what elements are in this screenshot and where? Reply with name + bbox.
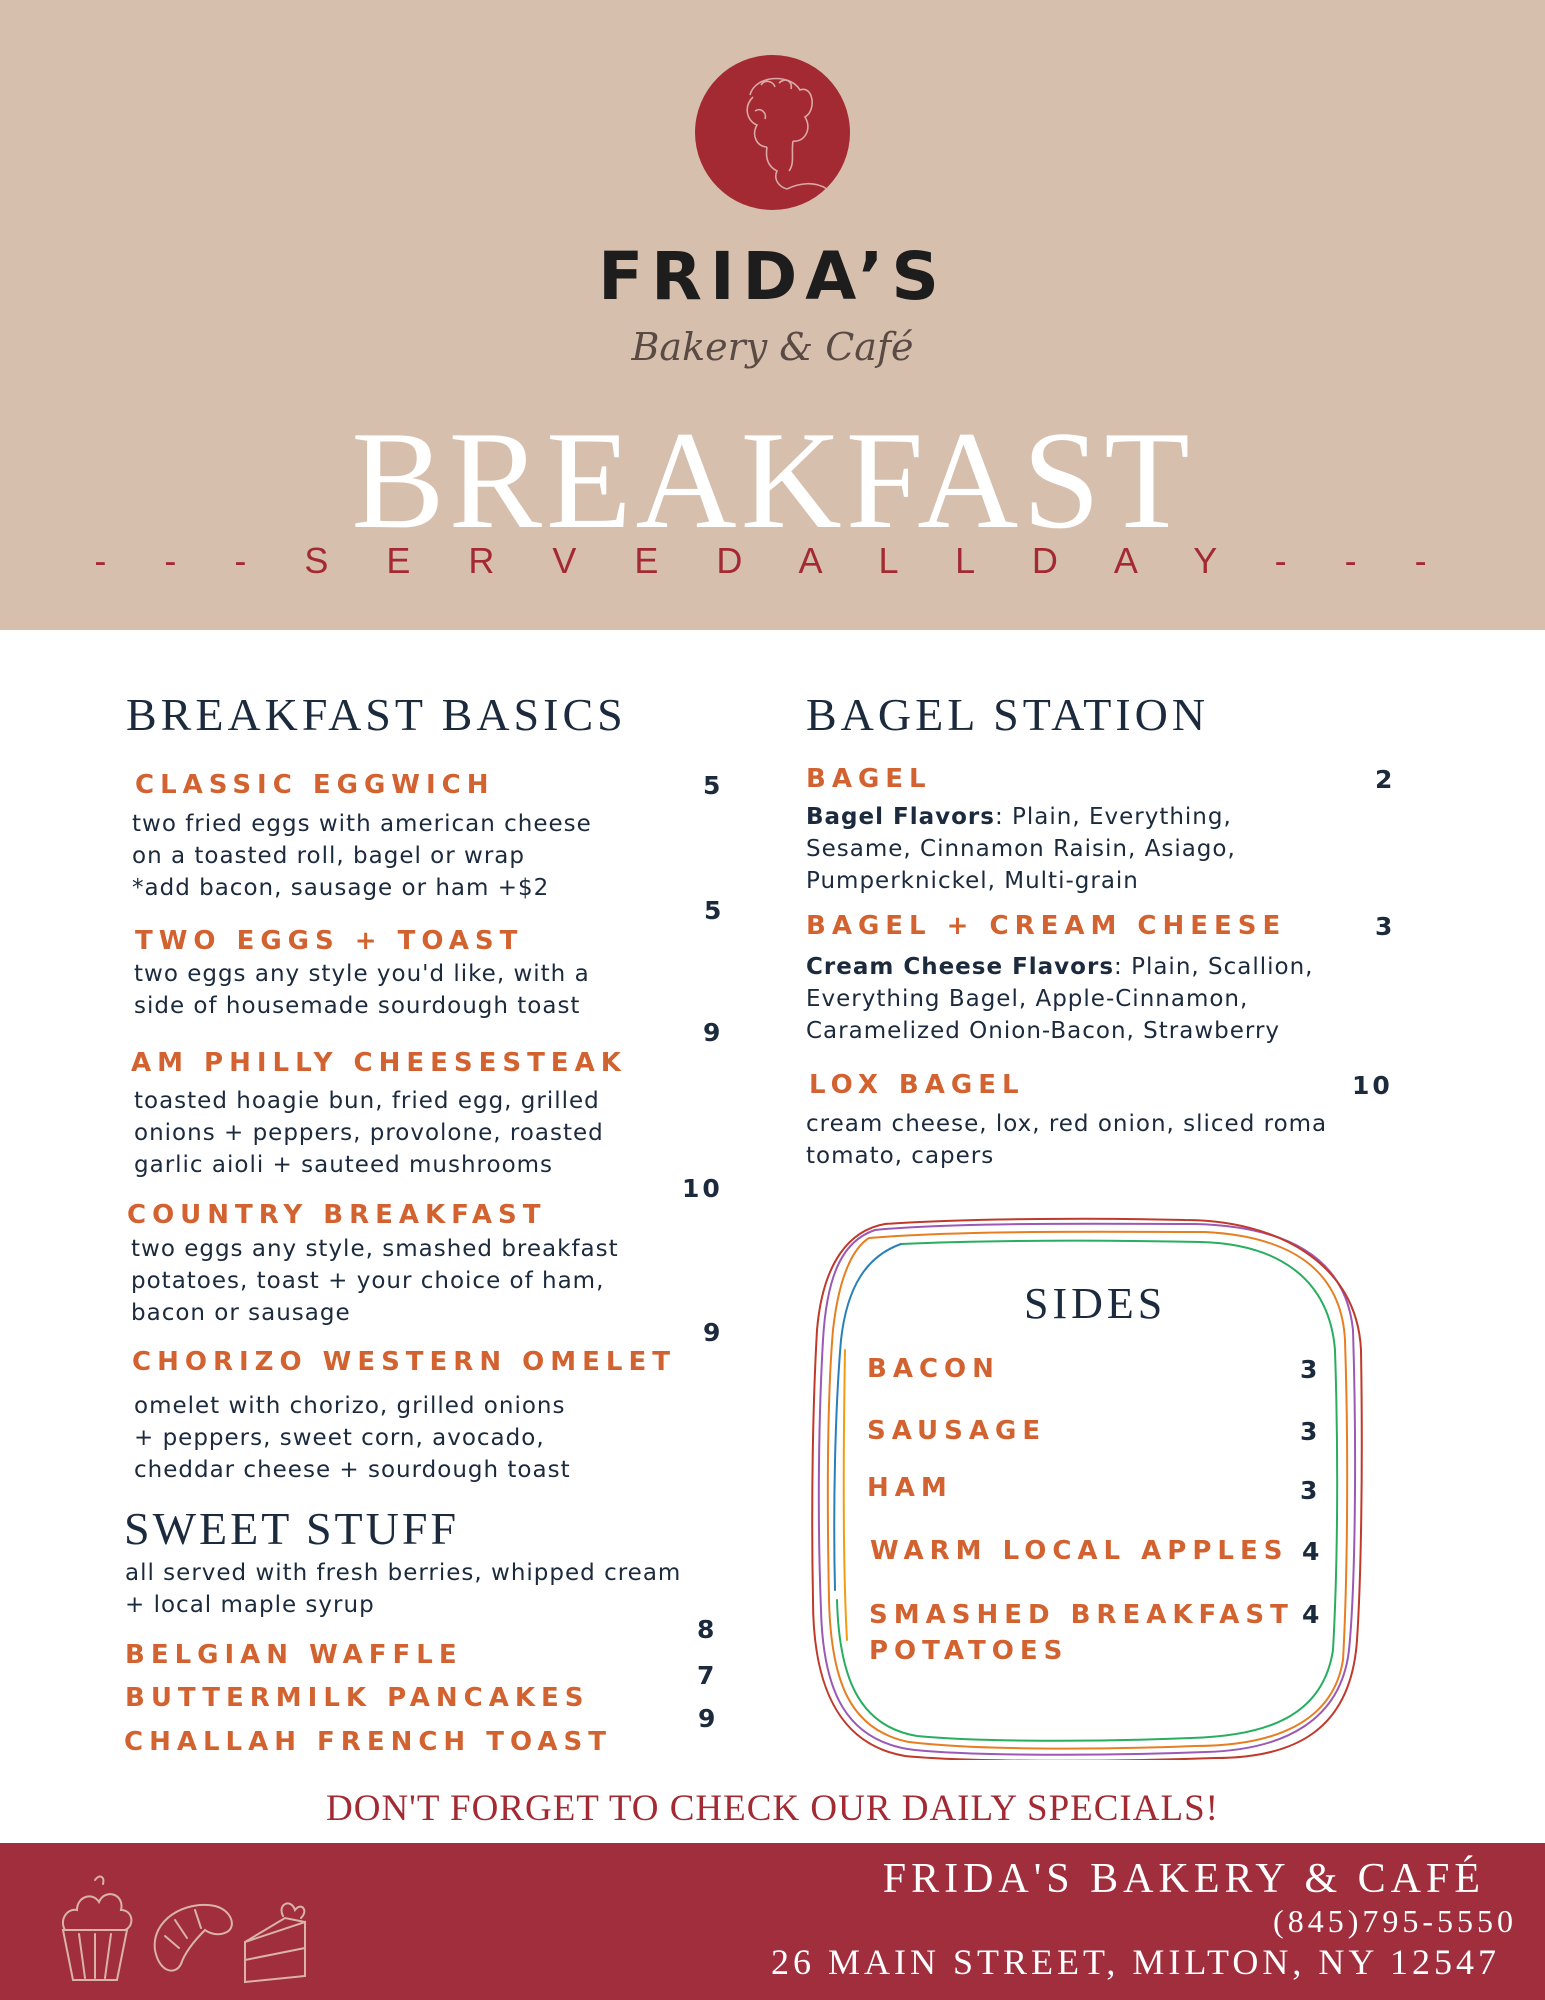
menu-item-name: LOX BAGEL — [809, 1070, 1025, 1100]
menu-item-description: cream cheese, lox, red onion, sliced roma tomato, capers — [806, 1111, 1328, 1169]
menu-item-description: toasted hoagie bun, fried egg, grilled onions + peppers, provolone, roasted garlic aioli + sauteed mushrooms — [134, 1088, 604, 1178]
menu-item-price: 9 — [698, 1704, 719, 1733]
menu-item-price: 3 — [1300, 1417, 1321, 1446]
menu-item-name: SAUSAGE — [867, 1416, 1047, 1446]
flavors-label: Cream Cheese Flavors — [806, 954, 1115, 980]
served-all-day-tagline: - - - S E R V E D A L L D A Y - - - — [94, 540, 1451, 581]
menu-item-description: two fried eggs with american cheese on a toasted roll, bagel or wrap *add bacon, sausage or ham +$2 — [132, 811, 592, 901]
menu-item-name: BAGEL + CREAM CHEESE — [806, 911, 1287, 941]
menu-item-name: HAM — [867, 1473, 953, 1503]
sweet-stuff-title: SWEET STUFF — [124, 1503, 460, 1554]
menu-item-price: 3 — [1300, 1476, 1321, 1505]
menu-item-price: 4 — [1302, 1537, 1323, 1566]
menu-item-name: CHORIZO WESTERN OMELET — [132, 1347, 676, 1377]
menu-item-name: BACON — [867, 1354, 1000, 1384]
menu-item-price: 3 — [1375, 912, 1396, 941]
flavors-list: : Plain, Everything, Sesame, Cinnamon Raisin, Asiago, Pumperknickel, Multi-grain — [806, 804, 1236, 894]
daily-specials-note: DON'T FORGET TO CHECK OUR DAILY SPECIALS! — [326, 1788, 1219, 1829]
menu-item-name: CLASSIC EGGWICH — [135, 770, 495, 800]
flavors-list: : Plain, Scallion, Everything Bagel, Apple-Cinnamon, Caramelized Onion-Bacon, Strawberry — [806, 954, 1314, 1044]
sweet-stuff-description: all served with fresh berries, whipped cream + local maple syrup — [125, 1560, 682, 1618]
menu-item-name: WARM LOCAL APPLES — [870, 1536, 1289, 1566]
menu-item-price: 10 — [682, 1174, 723, 1203]
menu-item-name: BUTTERMILK PANCAKES — [125, 1683, 590, 1713]
bakery-doodles-icon — [55, 1860, 315, 1990]
cake-slice-icon — [245, 1903, 305, 1982]
footer-phone: (845)795-5550 — [1273, 1903, 1517, 1939]
brand-name: FRIDA’S — [598, 238, 947, 315]
menu-item-price: 7 — [697, 1661, 718, 1690]
breakfast-basics-title: BREAKFAST BASICS — [126, 689, 627, 740]
croissant-icon — [155, 1905, 232, 1971]
menu-item-price: 3 — [1300, 1355, 1321, 1384]
menu-title: BREAKFAST — [351, 403, 1194, 558]
menu-item-name: BAGEL — [806, 764, 932, 794]
frida-portrait-logo-icon — [695, 55, 850, 210]
menu-item-description: two eggs any style you'd like, with a side of housemade sourdough toast — [134, 961, 590, 1019]
menu-item-price: 9 — [703, 1018, 724, 1047]
menu-item-name: CHALLAH FRENCH TOAST — [124, 1727, 612, 1757]
menu-item-name: SMASHED BREAKFAST POTATOES — [869, 1600, 1294, 1666]
footer-business-name: FRIDA'S BAKERY & CAFÉ — [882, 1856, 1485, 1902]
menu-item-price: 8 — [697, 1615, 718, 1644]
sides-title: SIDES — [1024, 1279, 1167, 1328]
menu-item-description: two eggs any style, smashed breakfast potatoes, toast + your choice of ham, bacon or sausage — [131, 1236, 619, 1326]
menu-item-price: 9 — [703, 1318, 724, 1347]
flavors-label: Bagel Flavors — [806, 804, 995, 830]
menu-item-name: BELGIAN WAFFLE — [125, 1640, 463, 1670]
menu-item-description: omelet with chorizo, grilled onions + peppers, sweet corn, avocado, cheddar cheese + sourdough toast — [134, 1393, 571, 1483]
bagel-station-title: BAGEL STATION — [806, 689, 1210, 740]
menu-item-name: COUNTRY BREAKFAST — [127, 1200, 547, 1230]
menu-item-price: 2 — [1375, 765, 1396, 794]
menu-item-price: 5 — [704, 896, 725, 925]
header-banner — [0, 0, 1545, 630]
menu-item-name: TWO EGGS + TOAST — [135, 926, 524, 956]
footer-address: 26 MAIN STREET, MILTON, NY 12547 — [771, 1942, 1500, 1982]
menu-item-description — [806, 951, 1314, 1047]
brand-subtitle: Bakery & Café — [631, 325, 914, 369]
menu-item-name: AM PHILLY CHEESESTEAK — [131, 1048, 627, 1078]
cupcake-icon — [63, 1877, 131, 1980]
menu-item-price: 5 — [703, 771, 724, 800]
menu-item-description — [806, 801, 1236, 897]
menu-item-price: 10 — [1352, 1071, 1393, 1100]
menu-item-price: 4 — [1302, 1600, 1323, 1629]
